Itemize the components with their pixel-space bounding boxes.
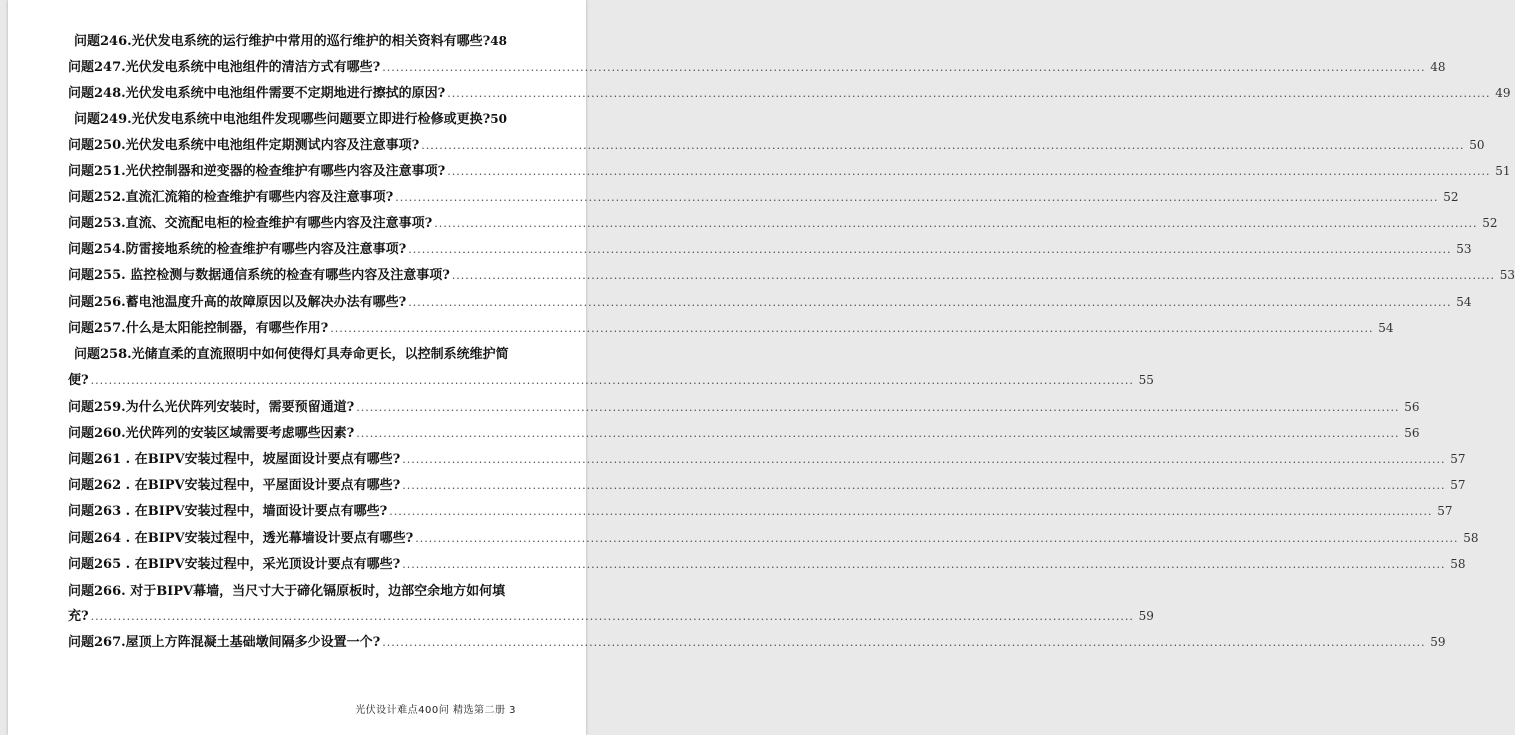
toc-entry-title: 问题250.光伏发电系统中电池组件定期测试内容及注意事项?	[68, 138, 420, 153]
toc-entry-continuation[interactable]	[68, 605, 1154, 624]
toc-entry-page: 52	[1443, 190, 1459, 204]
dot-leader	[447, 165, 1490, 178]
dot-leader	[421, 139, 1464, 152]
toc-entry[interactable]	[68, 160, 1511, 179]
toc-entry[interactable]	[68, 631, 1446, 650]
toc-entry-page: 56	[1404, 426, 1420, 440]
dot-leader	[382, 61, 1425, 74]
toc-entry-title: 问题264 . 在BIPV安装过程中，透光幕墙设计要点有哪些?	[68, 531, 414, 546]
toc-entry-page: 53	[1456, 242, 1472, 256]
dot-leader	[408, 296, 1451, 309]
toc-entry-title: 问题255. 监控检测与数据通信系统的检查有哪些内容及注意事项?	[68, 268, 450, 283]
toc-entry-title: 问题259.为什么光伏阵列安装时，需要预留通道?	[68, 400, 355, 415]
toc-entry[interactable]	[68, 238, 1472, 257]
toc-entry-title: 问题262 . 在BIPV安装过程中，平屋面设计要点有哪些?	[68, 478, 401, 493]
toc-entry-page: 50	[490, 112, 507, 126]
toc-entry-continuation[interactable]	[68, 369, 1154, 388]
toc-entry-title: 问题246.光伏发电系统的运行维护中常用的巡行维护的相关资料有哪些?	[74, 34, 491, 49]
toc-entry-title: 问题266. 对于BIPV幕墙，当尺寸大于碲化镉原板时，边部空余地方如何填	[68, 584, 506, 599]
toc-entry[interactable]	[74, 30, 516, 49]
toc-entry-page: 50	[1469, 138, 1485, 152]
toc-entry-page: 57	[1450, 478, 1466, 492]
toc-entry[interactable]	[68, 264, 1515, 283]
toc-entry-page: 49	[1495, 86, 1511, 100]
dot-leader	[452, 269, 1495, 282]
document-page	[8, 0, 1515, 735]
dot-leader	[356, 427, 1399, 440]
toc-entry[interactable]	[68, 186, 1459, 205]
toc-entry-page: 54	[1456, 295, 1472, 309]
dot-leader	[91, 610, 1134, 623]
dot-leader	[330, 322, 1373, 335]
toc-entry[interactable]	[68, 422, 1420, 441]
toc-entry-page: 57	[1437, 504, 1453, 518]
dot-leader	[382, 636, 1425, 649]
toc-entry[interactable]	[68, 580, 516, 599]
toc-entry[interactable]	[74, 108, 522, 127]
toc-entry-page: 51	[1495, 164, 1511, 178]
dot-leader	[408, 243, 1451, 256]
toc-entry-page: 55	[1138, 373, 1154, 387]
toc-entry-title: 问题265 . 在BIPV安装过程中，采光顶设计要点有哪些?	[68, 557, 401, 572]
toc-entry[interactable]	[68, 212, 1498, 231]
toc-entry-page: 56	[1404, 400, 1420, 414]
toc-entry[interactable]	[68, 134, 1485, 153]
toc-entry[interactable]	[74, 343, 516, 362]
dot-leader	[91, 374, 1134, 387]
dot-leader	[395, 191, 1438, 204]
toc-entry-page: 57	[1450, 452, 1466, 466]
toc-entry[interactable]	[68, 500, 1453, 519]
toc-entry-page: 58	[1450, 557, 1466, 571]
toc-entry-page: 59	[1138, 609, 1154, 623]
toc-entry-title: 问题257.什么是太阳能控制器，有哪些作用?	[68, 321, 329, 336]
toc-entry-title: 问题261 . 在BIPV安装过程中，坡屋面设计要点有哪些?	[68, 452, 401, 467]
toc-entry-page: 54	[1378, 321, 1394, 335]
toc-entry-title: 问题249.光伏发电系统中电池组件发现哪些问题要立即进行检修或更换?	[74, 112, 491, 127]
toc-entry[interactable]	[68, 474, 1466, 493]
toc-entry-page: 52	[1482, 216, 1498, 230]
toc-entry-title: 问题247.光伏发电系统中电池组件的清洁方式有哪些?	[68, 60, 381, 75]
dot-leader	[434, 217, 1477, 230]
toc-entry-title: 问题256.蓄电池温度升高的故障原因以及解决办法有哪些?	[68, 295, 407, 310]
toc-entry[interactable]	[68, 396, 1420, 415]
toc-entry[interactable]	[68, 553, 1466, 572]
dot-leader	[402, 453, 1445, 466]
toc-entry[interactable]	[68, 527, 1479, 546]
dot-leader	[389, 505, 1432, 518]
toc-entry-title: 问题254.防雷接地系统的检查维护有哪些内容及注意事项?	[68, 242, 407, 257]
toc-entry[interactable]	[68, 448, 1466, 467]
dot-leader	[415, 532, 1458, 545]
toc-entry-title: 问题267.屋顶上方阵混凝土基础墩间隔多少设置一个?	[68, 635, 381, 650]
toc-entry-title: 问题258.光储直柔的直流照明中如何使得灯具寿命更长，以控制系统维护简	[74, 347, 509, 362]
toc-entry-title: 问题253.直流、交流配电柜的检查维护有哪些内容及注意事项?	[68, 216, 433, 231]
toc-entry-page: 59	[1430, 635, 1446, 649]
toc-entry-title: 问题251.光伏控制器和逆变器的检查维护有哪些内容及注意事项?	[68, 164, 446, 179]
toc-entry-title: 问题248.光伏发电系统中电池组件需要不定期地进行擦拭的原因?	[68, 86, 446, 101]
toc-entry[interactable]	[68, 82, 1511, 101]
dot-leader	[356, 401, 1399, 414]
toc-entry-title: 问题260.光伏阵列的安装区域需要考虑哪些因素?	[68, 426, 355, 441]
dot-leader	[447, 87, 1490, 100]
toc-entry-title: 问题263 . 在BIPV安装过程中，墙面设计要点有哪些?	[68, 504, 388, 519]
toc-entry-page: 48	[490, 34, 507, 48]
toc-entry-title-continued: 充?	[68, 609, 89, 624]
toc-entry-page: 53	[1499, 268, 1515, 282]
toc-entry[interactable]	[68, 56, 1446, 75]
toc-entry-page: 48	[1430, 60, 1446, 74]
toc-entry[interactable]	[68, 291, 1472, 310]
dot-leader	[402, 558, 1445, 571]
toc-entry-title-continued: 便?	[68, 373, 89, 388]
toc-entry-title: 问题252.直流汇流箱的检查维护有哪些内容及注意事项?	[68, 190, 394, 205]
dot-leader	[402, 479, 1445, 492]
page-footer: 光伏设计难点400问 精选第二册 3	[355, 705, 516, 716]
toc-entry[interactable]	[68, 317, 1394, 336]
toc-entry-page: 58	[1463, 531, 1479, 545]
